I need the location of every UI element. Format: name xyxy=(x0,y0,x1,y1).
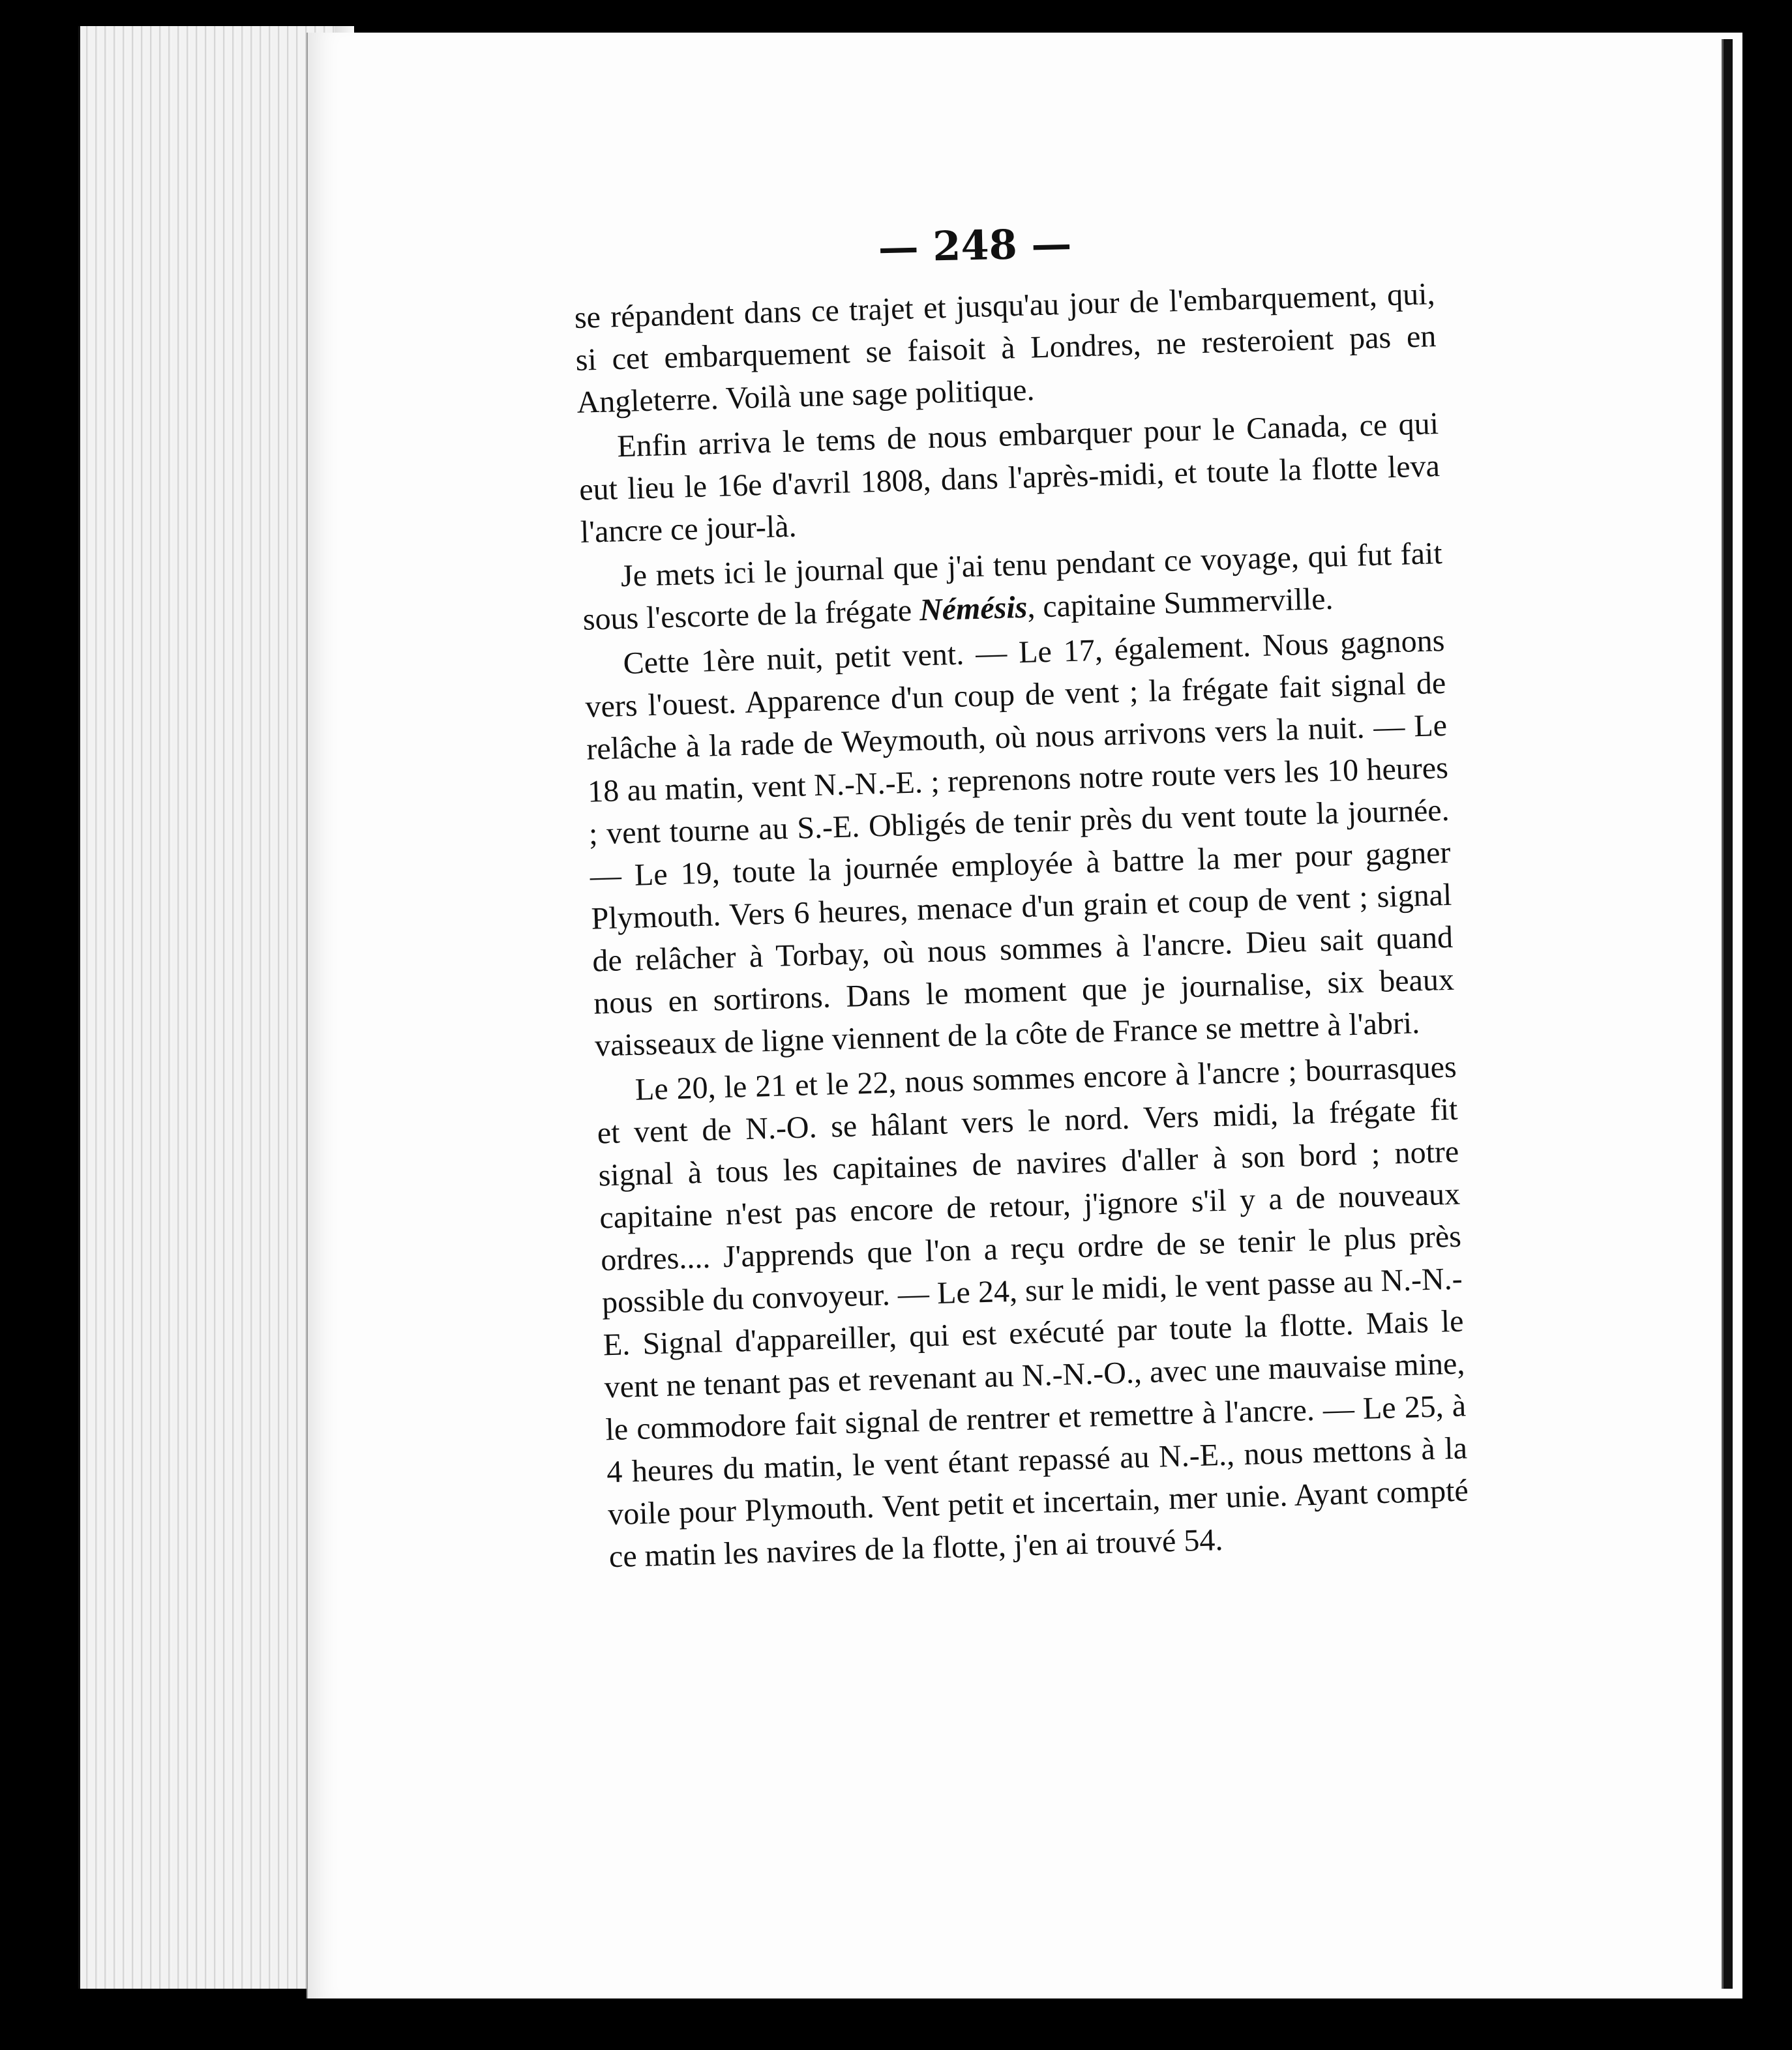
paragraph-1: se répandent dans ce trajet et jusqu'au jour de l'embarquement, qui, si cet embarquement se faisoit à Londres, ne resteroient pas en Angleterre. Voilà une sage politique. xyxy=(574,276,1437,420)
page-number: — 248 — xyxy=(877,219,1073,272)
paragraph-2: Enfin arriva le tems de nous embarquer pour le Canada, ce qui eut lieu le 16e d'avril 1808, dans l'après-midi, et toute la flotte leva l'ancre ce jour-là. xyxy=(578,406,1441,550)
paragraph-3-before: Je mets ici le journal que j'ai tenu pendant ce voyage, qui fut fait sous l'escorte de la frégate xyxy=(582,535,1443,637)
body-text xyxy=(574,273,1470,1581)
paragraph-3-after: , capitaine Summerville. xyxy=(1026,581,1334,625)
paragraph-5: Le 20, le 21 et le 22, nous sommes encore à l'ancre ; bourrasques et vent de N.-O. se hâlant vers le nord. Vers midi, la frégate fit signal à tous les capitaines de navires d'aller à son bord ; notre capitaine n'est pas encore de retour, j'ignore s'il y a de nouveaux ordres.... J'apprends que l'on a reçu ordre de se tenir le plus près possible du convoyeur. — Le 24, sur le midi, le vent passe au N.-N.-E. Signal d'appareiller, qui est exécuté par toute la flotte. Mais le vent ne tenant pas et revenant au N.-N.-O., avec une mauvaise mine, le commodore fait signal de rentrer et remettre à l'ancre. — Le 25, à 4 heures du matin, le vent étant repassé au N.-E., nous mettons à la voile pour Plymouth. Vent petit et incertain, mer unie. Ayant compté ce matin les navires de la flotte, j'en ai trouvé 54. xyxy=(597,1049,1469,1575)
paragraph-4: Cette 1ère nuit, petit vent. — Le 17, également. Nous gagnons vers l'ouest. Apparence d'un coup de vent ; la frégate fait signal de relâche à la rade de Weymouth, où nous arrivons vers la nuit. — Le 18 au matin, vent N.-N.-E. ; reprenons notre route vers les 10 heures ; vent tourne au S.-E. Obligés de tenir près du vent toute la journée. — Le 19, toute la journée employée à battre la mer pour gagner Plymouth. Vers 6 heures, menace d'un grain et coup de vent ; signal de relâcher à Torbay, où nous sommes à l'ancre. Dieu sait quand nous en sortirons. Dans le moment que je journalise, six beaux vaisseaux de ligne viennent de la côte de France se mettre à l'abri. xyxy=(584,623,1455,1063)
ship-name: Némésis xyxy=(919,589,1028,628)
facing-page-edge xyxy=(1722,39,1733,1989)
